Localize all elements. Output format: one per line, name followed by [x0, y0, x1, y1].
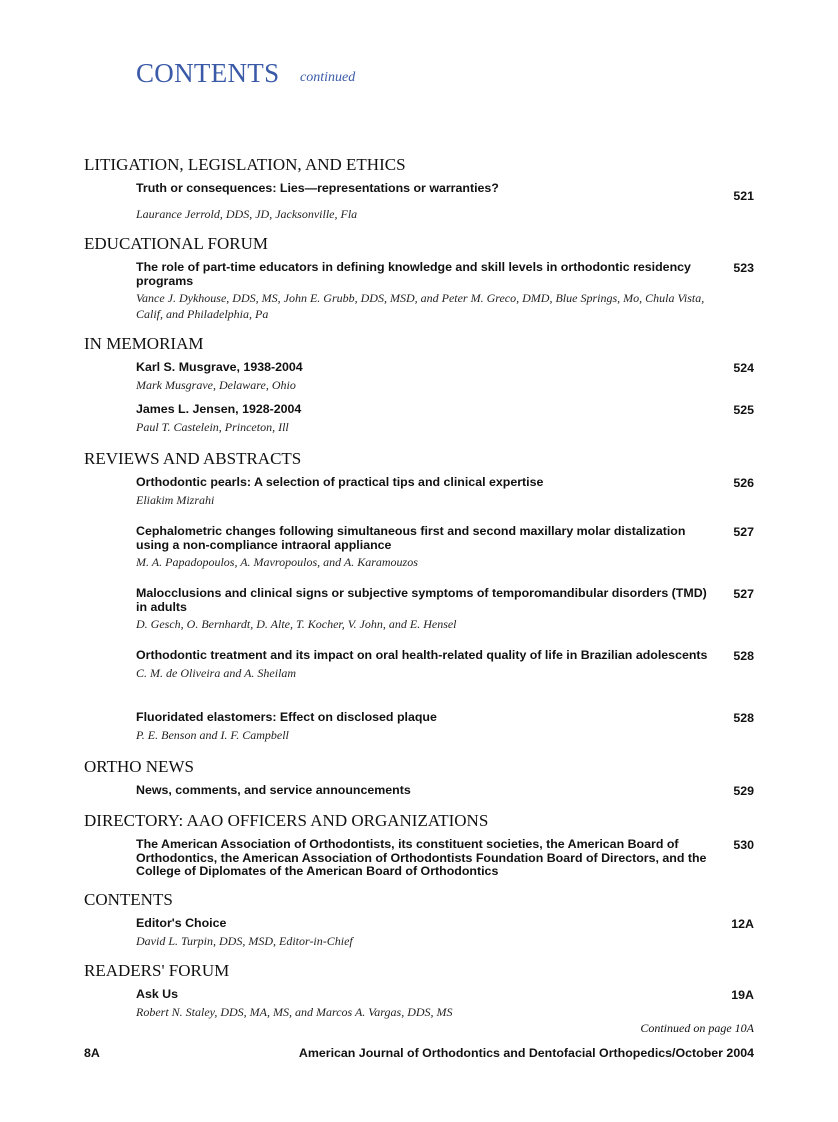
toc-entry[interactable]: [136, 649, 716, 681]
page-title: CONTENTS: [136, 58, 280, 88]
article-title[interactable]: Orthodontic treatment and its impact on oral health-related quality of life in Brazilian adolescents: [136, 648, 708, 662]
article-authors: David L. Turpin, DDS, MSD, Editor-in-Chief: [136, 933, 353, 948]
section-heading: IN MEMORIAM: [84, 334, 204, 353]
toc-entry[interactable]: [136, 784, 716, 798]
article-authors: D. Gesch, O. Bernhardt, D. Alte, T. Kocher, V. John, and E. Hensel: [136, 617, 457, 631]
article-title[interactable]: Orthodontic pearls: A selection of practical tips and clinical expertise: [136, 475, 544, 489]
article-title[interactable]: The role of part-time educators in defining knowledge and skill levels in orthodontic residency programs: [136, 260, 691, 288]
page-number[interactable]: 526: [733, 476, 754, 490]
toc-entry[interactable]: [136, 182, 716, 222]
article-authors: P. E. Benson and I. F. Campbell: [136, 727, 289, 742]
article-authors: Robert N. Staley, DDS, MA, MS, and Marcos A. Vargas, DDS, MS: [136, 1004, 453, 1019]
page-number[interactable]: 528: [733, 649, 754, 663]
toc-entry[interactable]: [136, 261, 716, 322]
continued-note: Continued on page 10A: [640, 1021, 754, 1035]
page-number[interactable]: 12A: [731, 917, 754, 931]
section-heading: DIRECTORY: AAO OFFICERS AND ORGANIZATIONS: [84, 811, 489, 830]
section-heading: REVIEWS AND ABSTRACTS: [84, 449, 302, 468]
article-authors: C. M. de Oliveira and A. Sheilam: [136, 665, 297, 680]
footer-journal: American Journal of Orthodontics and Dentofacial Orthopedics/October 2004: [298, 1046, 754, 1060]
article-authors: Eliakim Mizrahi: [136, 492, 215, 507]
toc-entry[interactable]: [136, 403, 716, 435]
toc-entry[interactable]: [136, 476, 716, 508]
section-heading: CONTENTS: [84, 890, 173, 909]
article-title[interactable]: Ask Us: [136, 987, 179, 1001]
section-heading: EDUCATIONAL FORUM: [84, 234, 269, 253]
article-authors: Paul T. Castelein, Princeton, Ill: [136, 419, 289, 434]
article-title[interactable]: Malocclusions and clinical signs or subjective symptoms of temporomandibular disorders (TMD) in adults: [136, 586, 707, 614]
toc-entry[interactable]: [136, 361, 716, 393]
toc-entry[interactable]: [136, 838, 716, 879]
page-number[interactable]: 527: [733, 587, 754, 601]
article-authors: Vance J. Dykhouse, DDS, MS, John E. Grubb, DDS, MSD, and Peter M. Greco, DMD, Blue Springs, Mo, Chula Vista, Calif, and Philadelphia, Pa: [136, 291, 705, 321]
page-number[interactable]: 529: [733, 784, 754, 798]
page-number[interactable]: 527: [733, 525, 754, 539]
article-authors: Laurance Jerrold, DDS, JD, Jacksonville, Fla: [136, 206, 358, 221]
toc-entry[interactable]: [136, 711, 716, 743]
toc-entry[interactable]: [136, 525, 716, 570]
page-number[interactable]: 19A: [731, 988, 754, 1002]
page-subtitle: continued: [300, 70, 356, 85]
article-title[interactable]: Cephalometric changes following simultaneous first and second maxillary molar distalization using a non-compliance intraoral appliance: [136, 524, 686, 552]
article-title[interactable]: Karl S. Musgrave, 1938-2004: [136, 360, 303, 374]
section-heading: ORTHO NEWS: [84, 757, 194, 776]
article-title[interactable]: Truth or consequences: Lies—representations or warranties?: [136, 181, 499, 195]
article-title[interactable]: James L. Jensen, 1928-2004: [136, 402, 302, 416]
article-title[interactable]: The American Association of Orthodontists, its constituent societies, the American Board of Orthodontics, the American Association of Orthodontists Foundation Board of Directors, and the College of Diplomates of the American Board of Orthodontics: [136, 837, 707, 878]
section-heading: LITIGATION, LEGISLATION, AND ETHICS: [84, 155, 406, 174]
article-title[interactable]: Fluoridated elastomers: Effect on disclosed plaque: [136, 710, 437, 724]
article-title[interactable]: News, comments, and service announcements: [136, 783, 411, 797]
article-authors: M. A. Papadopoulos, A. Mavropoulos, and A. Karamouzos: [136, 555, 418, 569]
page-number[interactable]: 524: [733, 361, 754, 375]
page-number[interactable]: 523: [733, 261, 754, 275]
toc-entry[interactable]: [136, 988, 716, 1020]
page-number[interactable]: 525: [733, 403, 754, 417]
toc-entry[interactable]: [136, 917, 716, 949]
page-number[interactable]: 528: [733, 711, 754, 725]
article-title[interactable]: Editor's Choice: [136, 916, 227, 930]
article-authors: Mark Musgrave, Delaware, Ohio: [136, 377, 296, 392]
page-number[interactable]: 530: [733, 838, 754, 852]
footer-page-number: 8A: [84, 1046, 100, 1060]
page-number[interactable]: 521: [733, 189, 754, 203]
section-heading: READERS' FORUM: [84, 961, 230, 980]
toc-entry[interactable]: [136, 587, 716, 632]
